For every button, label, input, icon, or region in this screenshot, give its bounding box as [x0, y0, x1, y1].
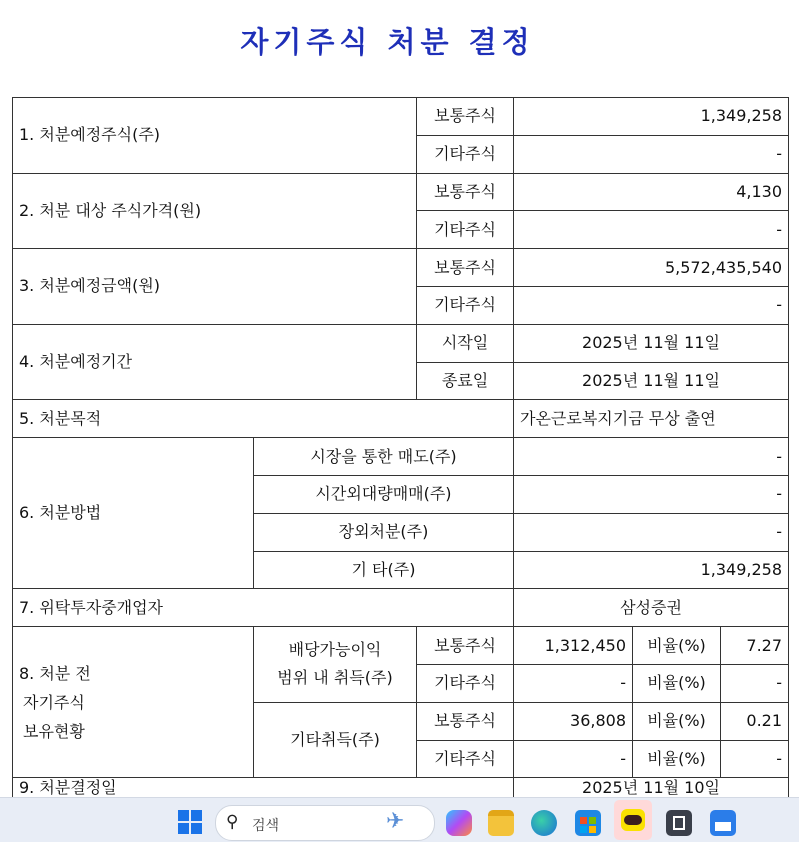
ratio-label: 비율(%) [633, 740, 721, 778]
search-highlight-icon: ✈ [386, 809, 405, 834]
row-label: 1. 처분예정주식(주) [13, 98, 417, 174]
share-type-label: 보통주식 [417, 249, 514, 287]
ratio-value: 0.21 [721, 702, 789, 740]
ratio-label: 비율(%) [633, 702, 721, 740]
disclosure-table [12, 97, 789, 797]
search-placeholder: 검색 [252, 818, 280, 834]
share-type-label: 기타주식 [417, 286, 514, 324]
value-cell: - [514, 211, 789, 249]
value-cell: 5,572,435,540 [514, 249, 789, 287]
quantity-cell: 36,808 [514, 702, 633, 740]
acquisition-type-label: 기타취득(주) [254, 702, 417, 778]
end-date-value: 2025년 11월 11일 [514, 362, 789, 400]
table-row [13, 778, 789, 797]
row-label: 5. 처분목적 [13, 400, 514, 438]
row-label-line: 8. 처분 전 [19, 663, 91, 683]
value-cell: - [514, 286, 789, 324]
share-type-label: 보통주식 [417, 173, 514, 211]
broker-value: 삼성증권 [514, 589, 789, 627]
ratio-value: - [721, 740, 789, 778]
value-cell: - [514, 475, 789, 513]
method-label: 시간외대량매매(주) [254, 475, 514, 513]
share-type-label: 보통주식 [417, 627, 514, 665]
start-date-label: 시작일 [417, 324, 514, 362]
quantity-cell: 1,312,450 [514, 627, 633, 665]
row-label [13, 627, 254, 778]
table-row [13, 98, 789, 136]
value-cell: 1,349,258 [514, 98, 789, 136]
taskbar-search-input[interactable] [215, 805, 435, 841]
value-cell: 4,130 [514, 173, 789, 211]
row-label-line: 자기주식 [23, 692, 85, 712]
share-type-label: 보통주식 [417, 98, 514, 136]
copilot-icon[interactable] [446, 810, 472, 836]
acquisition-type-line: 범위 내 취득(주) [277, 668, 393, 688]
value-cell: 1,349,258 [514, 551, 789, 589]
row-label: 9. 처분결정일 [13, 778, 514, 797]
method-label: 기 타(주) [254, 551, 514, 589]
share-type-label: 기타주식 [417, 135, 514, 173]
row-label: 2. 처분 대상 주식가격(원) [13, 173, 417, 249]
value-cell: - [514, 135, 789, 173]
decision-date-value: 2025년 11월 10일 [514, 778, 789, 797]
ratio-value: 7.27 [721, 627, 789, 665]
method-label: 시장을 통한 매도(주) [254, 438, 514, 476]
file-explorer-icon[interactable] [488, 810, 514, 836]
quantity-cell: - [514, 740, 633, 778]
windows-start-icon[interactable] [178, 810, 202, 834]
edge-browser-icon[interactable] [531, 810, 557, 836]
row-label: 4. 처분예정기간 [13, 324, 417, 400]
table-row [13, 438, 789, 476]
end-date-label: 종료일 [417, 362, 514, 400]
row-label: 3. 처분예정금액(원) [13, 249, 417, 325]
acquisition-type-line: 배당가능이익 [288, 640, 382, 660]
purpose-value: 가온근로복지기금 무상 출연 [514, 400, 789, 438]
taskbar [0, 797, 799, 842]
page-title: 자기주식 처분 결정 [240, 25, 535, 59]
app-window-icon[interactable] [666, 810, 692, 836]
ratio-value: - [721, 664, 789, 702]
table-row [13, 249, 789, 287]
ratio-label: 비율(%) [633, 664, 721, 702]
row-label: 6. 처분방법 [13, 438, 254, 589]
row-label-line: 보유현황 [23, 721, 85, 741]
start-date-value: 2025년 11월 11일 [514, 324, 789, 362]
acquisition-type-label [254, 627, 417, 703]
share-type-label: 기타주식 [417, 740, 514, 778]
quantity-cell: - [514, 664, 633, 702]
table-row [13, 400, 789, 438]
share-type-label: 보통주식 [417, 702, 514, 740]
table-row [13, 589, 789, 627]
value-cell: - [514, 513, 789, 551]
method-label: 장외처분(주) [254, 513, 514, 551]
share-type-label: 기타주식 [417, 211, 514, 249]
row-label: 7. 위탁투자중개업자 [13, 589, 514, 627]
ratio-label: 비율(%) [633, 627, 721, 665]
table-row [13, 173, 789, 211]
table-row [13, 627, 789, 665]
search-icon: ⚲ [226, 812, 239, 832]
share-type-label: 기타주식 [417, 664, 514, 702]
widget-app-icon[interactable] [710, 810, 736, 836]
store-icon[interactable] [575, 810, 601, 836]
table-row [13, 324, 789, 362]
value-cell: - [514, 438, 789, 476]
kakaotalk-icon[interactable] [614, 800, 652, 840]
